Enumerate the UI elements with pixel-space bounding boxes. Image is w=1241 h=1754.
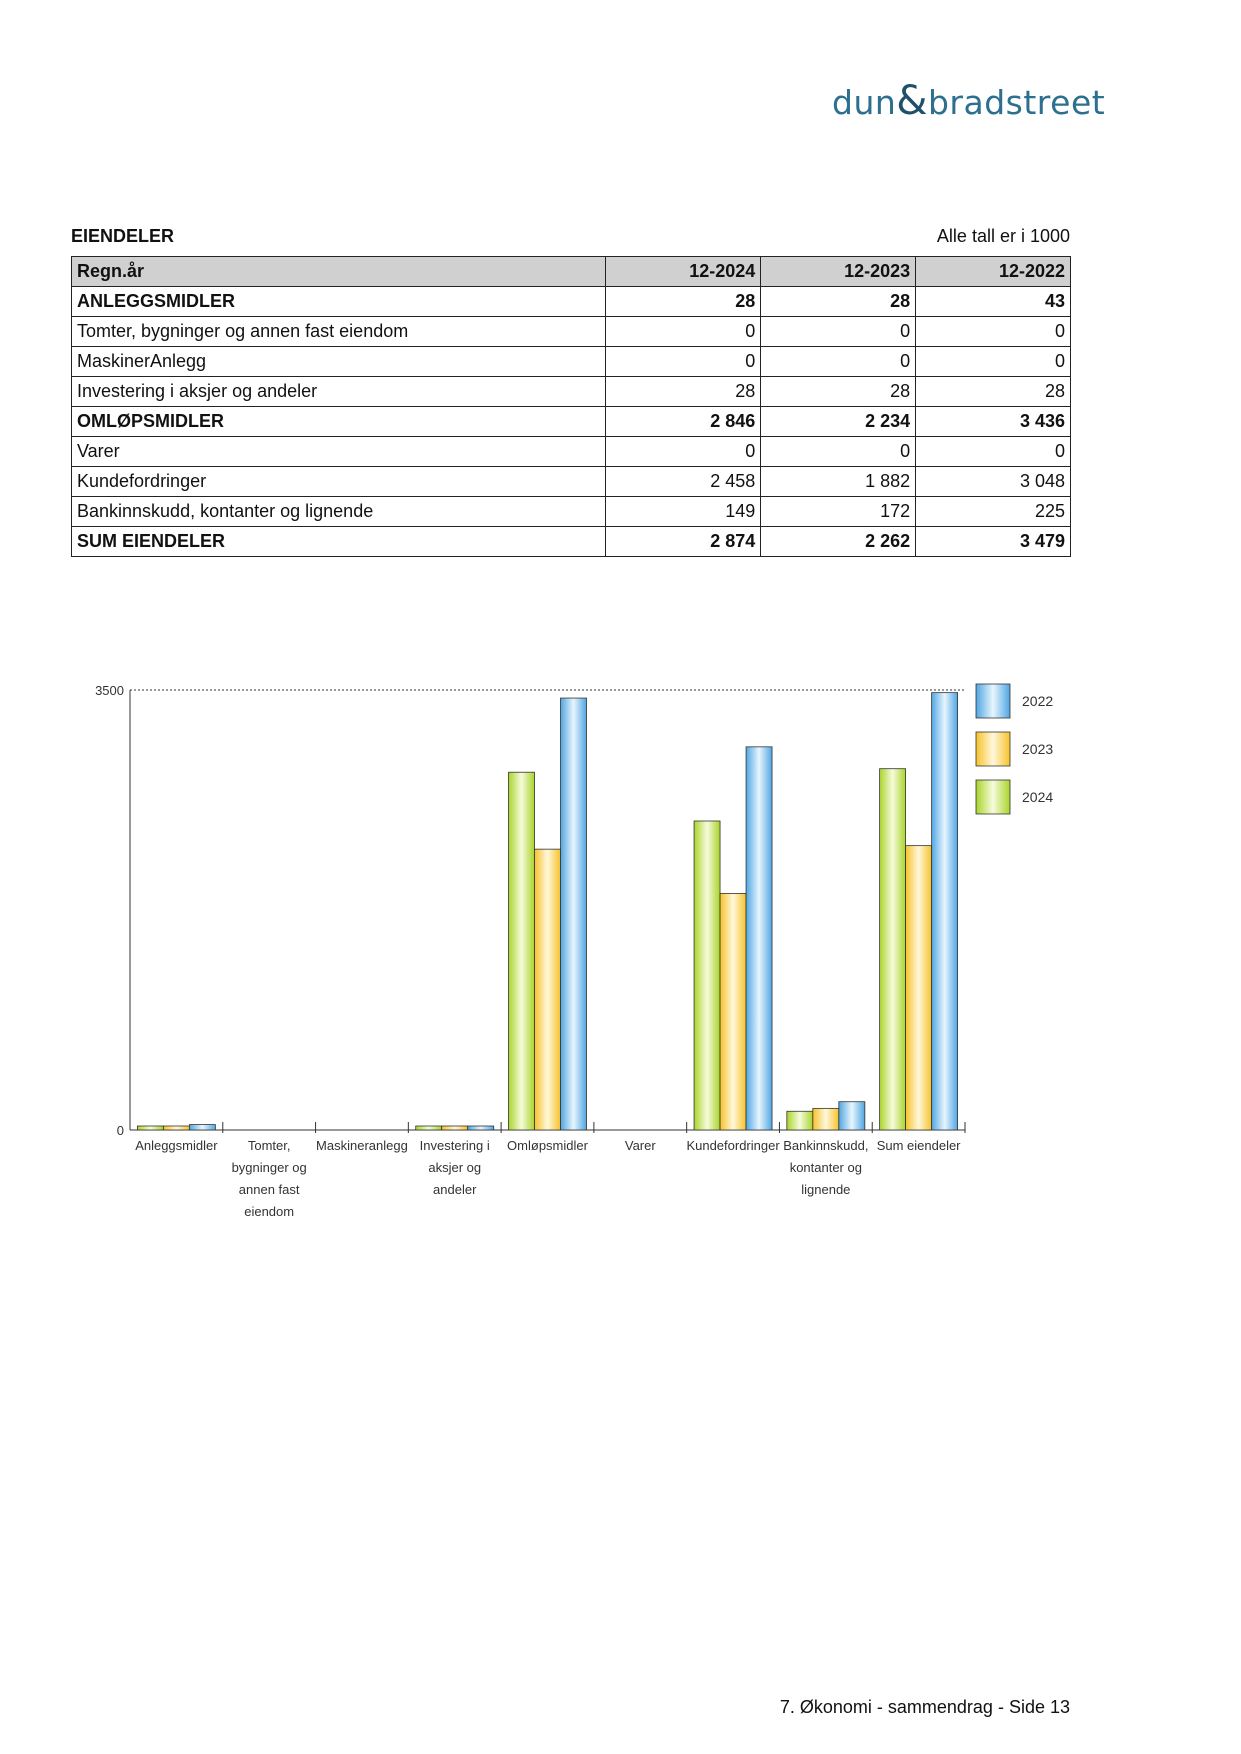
table-header-row [72, 257, 1071, 287]
x-tick-label: Varer [624, 1138, 656, 1153]
bar-2024 [416, 1126, 442, 1130]
y-tick-label: 3500 [95, 683, 124, 698]
row-label: OMLØPSMIDLER [72, 407, 606, 437]
bar-2024 [787, 1111, 813, 1130]
row-value: 2 262 [761, 527, 916, 557]
legend-label: 2023 [1022, 741, 1054, 757]
row-value: 43 [916, 287, 1071, 317]
bar-2022 [189, 1125, 215, 1130]
bar-2023 [906, 846, 932, 1130]
table-row [72, 287, 1071, 317]
x-tick-label: Anleggsmidler [135, 1138, 218, 1153]
row-value: 0 [606, 437, 761, 467]
row-value: 2 458 [606, 467, 761, 497]
row-value: 0 [916, 437, 1071, 467]
row-value: 2 846 [606, 407, 761, 437]
row-value: 28 [606, 287, 761, 317]
bar-2022 [932, 693, 958, 1130]
bar-2022 [468, 1126, 494, 1130]
row-value: 28 [606, 377, 761, 407]
row-value: 0 [606, 317, 761, 347]
row-label: ANLEGGSMIDLER [72, 287, 606, 317]
row-value: 3 048 [916, 467, 1071, 497]
table-row [72, 497, 1071, 527]
legend-swatch-2023 [976, 732, 1010, 766]
row-label: Varer [72, 437, 606, 467]
x-tick-label: Tomter, bygninger og annen fast eiendom [231, 1138, 307, 1219]
table-row [72, 377, 1071, 407]
row-label: SUM EIENDELER [72, 527, 606, 557]
x-tick-label: Investering i aksjer og andeler [419, 1138, 490, 1197]
row-value: 0 [916, 347, 1071, 377]
legend-label: 2022 [1022, 693, 1054, 709]
assets-bar-chart [70, 670, 1090, 1250]
x-tick-label: Sum eiendeler [876, 1138, 961, 1153]
row-label: Tomter, bygninger og annen fast eiendom [72, 317, 606, 347]
assets-table [71, 256, 1071, 557]
bar-2022 [839, 1102, 865, 1130]
bar-2024 [694, 821, 720, 1130]
bar-2023 [813, 1108, 839, 1130]
table-row [72, 347, 1071, 377]
logo-text-bradstreet: bradstreet [927, 83, 1106, 122]
bar-2023 [163, 1126, 189, 1130]
row-value: 149 [606, 497, 761, 527]
table-row [72, 527, 1071, 557]
row-value: 0 [761, 437, 916, 467]
table-body [72, 287, 1071, 557]
row-value: 28 [761, 377, 916, 407]
table-row [72, 317, 1071, 347]
legend-swatch-2022 [976, 684, 1010, 718]
page-footer: 7. Økonomi - sammendrag - Side 13 [779, 1697, 1070, 1717]
bar-2024 [509, 772, 535, 1130]
header-cell-2024: 12-2024 [606, 257, 761, 287]
table-row [72, 407, 1071, 437]
table-row [72, 467, 1071, 497]
bar-2024 [880, 769, 906, 1130]
row-value: 225 [916, 497, 1071, 527]
row-value: 0 [761, 317, 916, 347]
dun-bradstreet-logo [832, 78, 1105, 124]
bar-2023 [535, 849, 561, 1130]
x-tick-label: Omløpsmidler [507, 1138, 588, 1153]
section-title: EIENDELER [71, 226, 175, 246]
bar-2022 [561, 698, 587, 1130]
legend-swatch-2024 [976, 780, 1010, 814]
bar-2023 [720, 893, 746, 1130]
table-row [72, 437, 1071, 467]
row-value: 0 [606, 347, 761, 377]
row-value: 2 234 [761, 407, 916, 437]
header-cell-2023: 12-2023 [761, 257, 916, 287]
row-value: 3 479 [916, 527, 1071, 557]
row-value: 2 874 [606, 527, 761, 557]
row-value: 172 [761, 497, 916, 527]
legend-label: 2024 [1022, 789, 1054, 805]
row-label: Kundefordringer [72, 467, 606, 497]
row-value: 3 436 [916, 407, 1071, 437]
row-value: 28 [916, 377, 1071, 407]
logo-text-dun: dun [832, 83, 897, 122]
chart-legend [976, 684, 1053, 814]
logo-ampersand: & [896, 78, 928, 124]
y-tick-label: 0 [116, 1123, 124, 1138]
row-value: 1 882 [761, 467, 916, 497]
row-label: Bankinnskudd, kontanter og lignende [72, 497, 606, 527]
row-value: 0 [761, 347, 916, 377]
row-label: Investering i aksjer og andeler [72, 377, 606, 407]
row-label: MaskinerAnlegg [72, 347, 606, 377]
bar-2024 [137, 1126, 163, 1130]
row-value: 28 [761, 287, 916, 317]
x-tick-label: Maskineranlegg [316, 1138, 408, 1153]
unit-note: Alle tall er i 1000 [936, 226, 1070, 246]
bar-2023 [442, 1126, 468, 1130]
chart-bars [137, 693, 957, 1130]
header-cell-label: Regn.år [72, 257, 606, 287]
x-tick-label: Kundefordringer [686, 1138, 780, 1153]
x-tick-label: Bankinnskudd, kontanter og lignende [783, 1138, 869, 1197]
row-value: 0 [916, 317, 1071, 347]
bar-2022 [746, 747, 772, 1130]
chart-x-labels [135, 1138, 961, 1219]
header-cell-2022: 12-2022 [916, 257, 1071, 287]
